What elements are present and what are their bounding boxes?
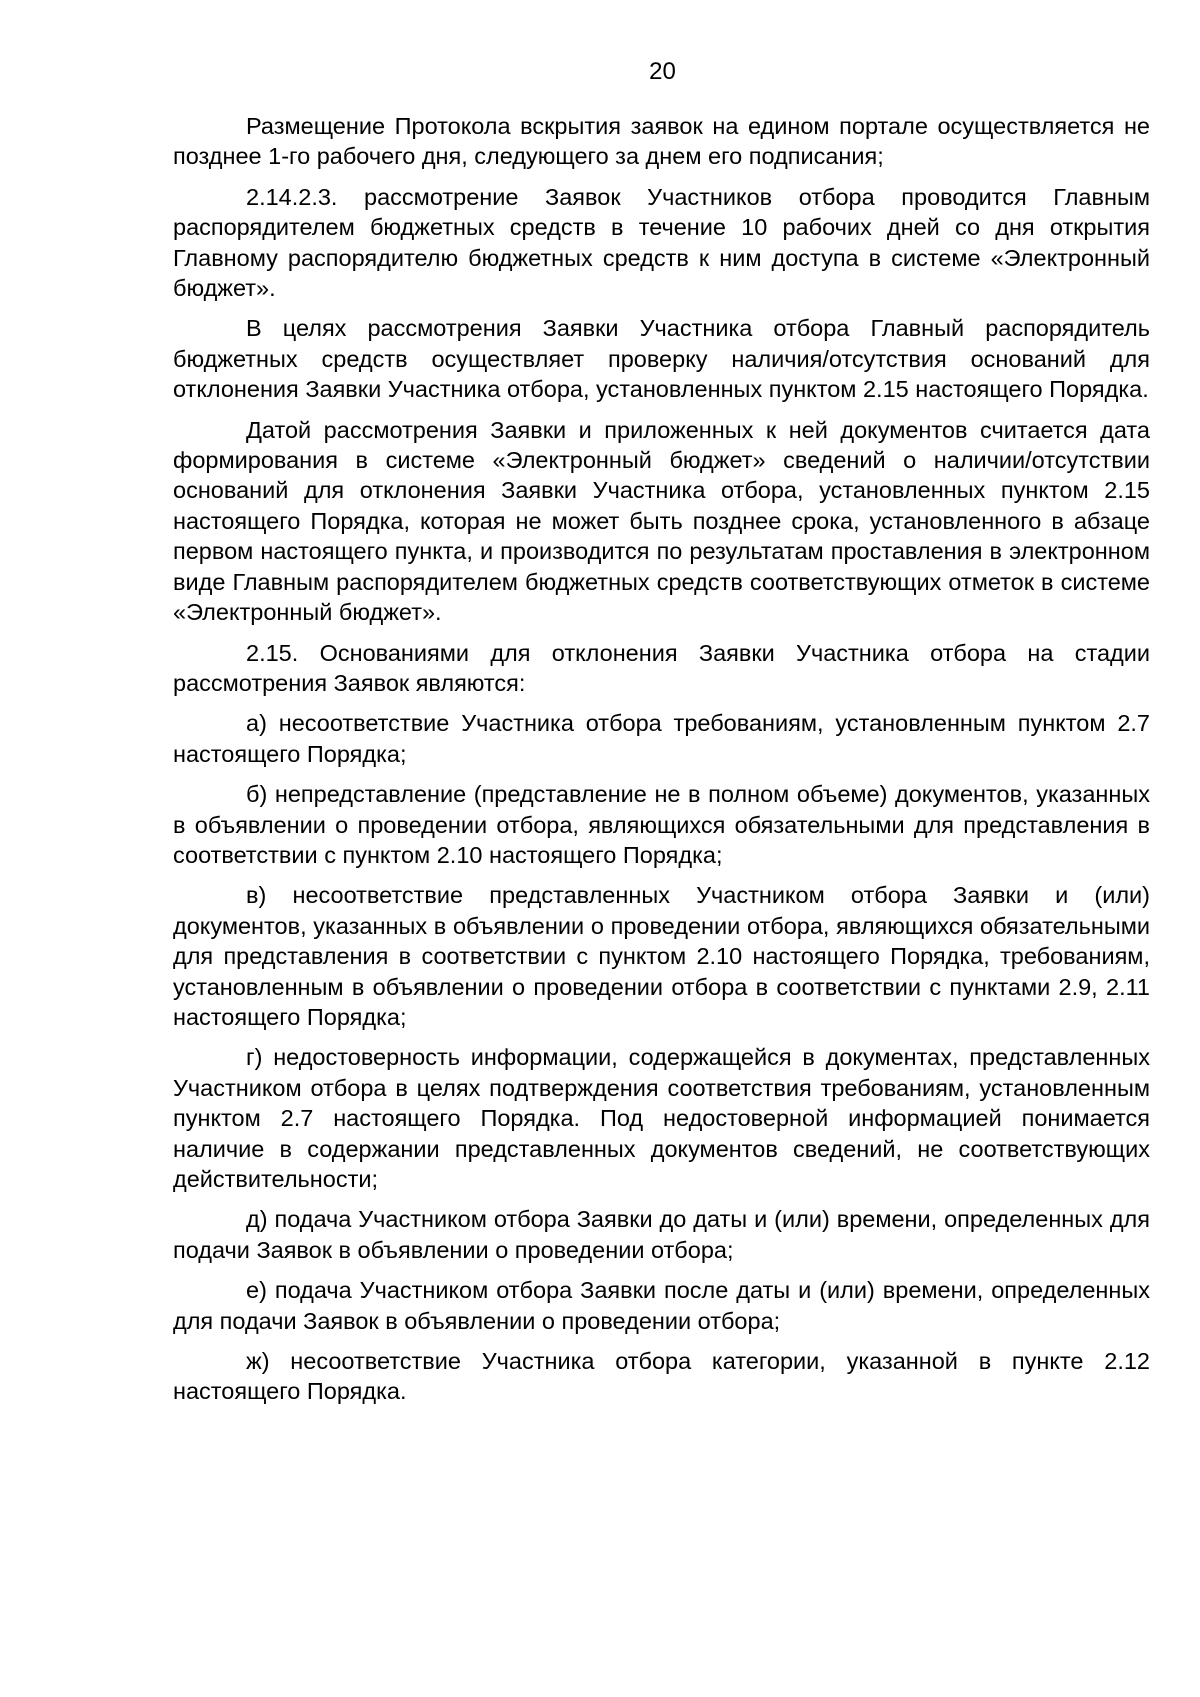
paragraph-review-purpose: В целях рассмотрения Заявки Участника отбора Главный распорядитель бюджетных средств осуществляет проверку наличия/отсутствия оснований для отклонения Заявки Участника отбора, установленных пунктом 2.15 настоящего Порядка. [173, 315, 1150, 403]
paragraph-2-15: 2.15. Основаниями для отклонения Заявки Участника отбора на стадии рассмотрения Заявок являются: [173, 639, 1150, 696]
list-item-b: б) непредставление (представление не в полном объеме) документов, указанных в объявлении о проведении отбора, являющихся обязательными для представления в соответствии с пунктом 2.10 настоящего Порядка; [173, 781, 1150, 868]
list-item-zh: ж) несоответствие Участника отбора категории, указанной в пункте 2.12 настоящего Порядка. [173, 1348, 1150, 1405]
list-item-e: е) подача Участником отбора Заявки после даты и (или) времени, определенных для подачи Заявок в объявлении о проведении отбора; [173, 1277, 1150, 1334]
page-number: 20 [649, 58, 676, 85]
list-item-g: г) недостоверность информации, содержащейся в документах, представленных Участником отбора в целях подтверждения соответствия требованиям, установленным пунктом 2.7 настоящего Порядка. Под недостоверной информацией понимается наличие в содержании представленных документов сведений, не соответствующих действительности; [173, 1044, 1150, 1192]
list-item-d: д) подача Участником отбора Заявки до даты и (или) времени, определенных для подачи Заявок в объявлении о проведении отбора; [173, 1206, 1150, 1263]
list-item-v: в) несоответствие представленных Участником отбора Заявки и (или) документов, указанных в объявлении о проведении отбора, являющихся обязательными для представления в соответствии с пунктом 2.10 настоящего Порядка, требованиям, установленным в объявлении о проведении отбора в соответствии с пунктами 2.9, 2.11 настоящего Порядка; [173, 882, 1150, 1030]
document-body [173, 111, 1150, 1417]
list-item-a: а) несоответствие Участника отбора требованиям, установленным пунктом 2.7 настоящего Порядка; [173, 710, 1150, 767]
paragraph-review-date: Датой рассмотрения Заявки и приложенных к ней документов считается дата формирования в системе «Электронный бюджет» сведений о наличии/отсутствии оснований для отклонения Заявки Участника отбора, установленных пунктом 2.15 настоящего Порядка, которая не может быть позднее срока, установленного в абзаце первом настоящего пункта, и производится по результатам проставления в электронном виде Главным распорядителем бюджетных средств соответствующих отметок в системе «Электронный бюджет». [173, 416, 1150, 626]
paragraph-protocol-publication: Размещение Протокола вскрытия заявок на едином портале осуществляется не позднее 1-го рабочего дня, следующего за днем его подписания; [173, 113, 1150, 170]
paragraph-2-14-2-3: 2.14.2.3. рассмотрение Заявок Участников отбора проводится Главным распорядителем бюджетных средств в течение 10 рабочих дней со дня открытия Главному распорядителю бюджетных средств к ним доступа в системе «Электронный бюджет». [173, 183, 1150, 302]
